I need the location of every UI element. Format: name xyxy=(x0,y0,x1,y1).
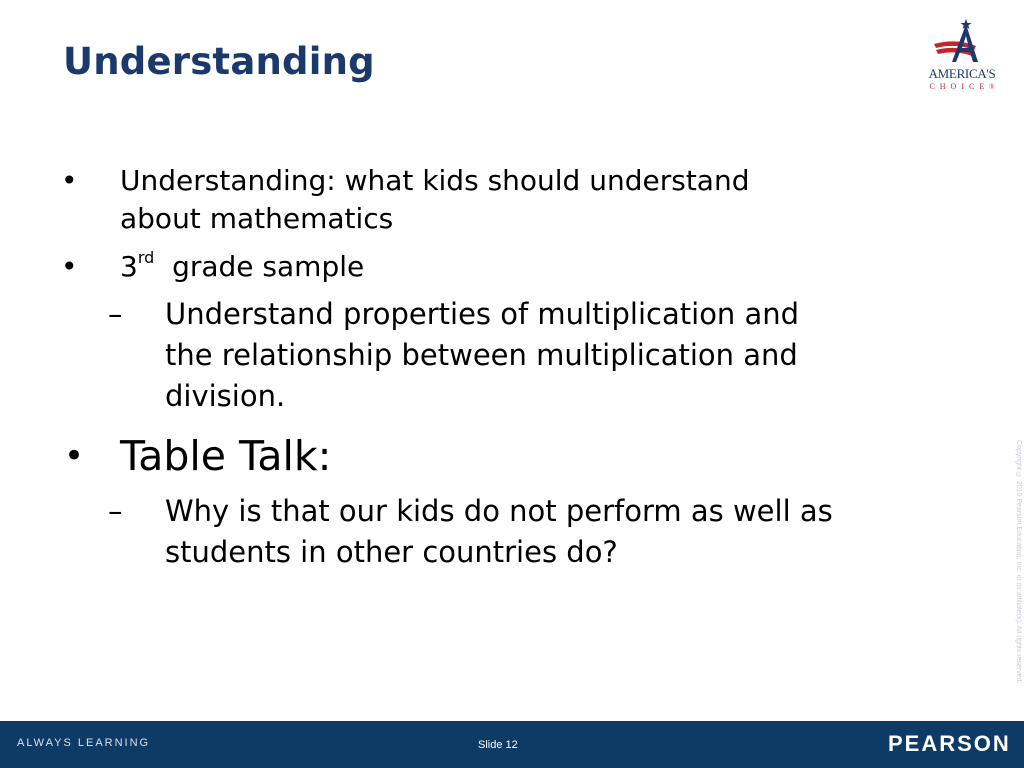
star-a-logo-icon xyxy=(916,18,1008,66)
bullet-text: Understanding: what kids should understand about mathematics xyxy=(120,164,750,235)
americas-choice-logo xyxy=(916,18,1008,100)
bullet-text: Table Talk: xyxy=(120,432,332,480)
bullet-text: Understand properties of multiplication and the relationship between multiplication and division. xyxy=(165,297,800,413)
pearson-logo: PEARSON xyxy=(888,731,1011,756)
dash-marker: – xyxy=(108,494,123,528)
footer-tagline: ALWAYS LEARNING xyxy=(17,737,151,749)
footer-bar xyxy=(0,721,1024,768)
bullet-text: Why is that our kids do not perform as well as students in other countries do? xyxy=(165,494,833,569)
slide-title: Understanding xyxy=(63,40,375,83)
logo-line-2: CHOICE® xyxy=(929,82,995,91)
bullet-marker: • xyxy=(61,164,78,197)
logo-line-1: AMERICA'S xyxy=(928,66,996,81)
bullet-marker: • xyxy=(64,436,85,476)
copyright-notice: Copyright © 2010 Pearson Education, Inc. or its affiliate(s). All rights reserved. xyxy=(1015,440,1022,684)
dash-marker: – xyxy=(108,297,123,331)
bullet-text: 3rd grade sample xyxy=(120,248,365,283)
bullet-marker: • xyxy=(61,250,78,283)
slide-number: Slide 12 xyxy=(478,739,518,751)
